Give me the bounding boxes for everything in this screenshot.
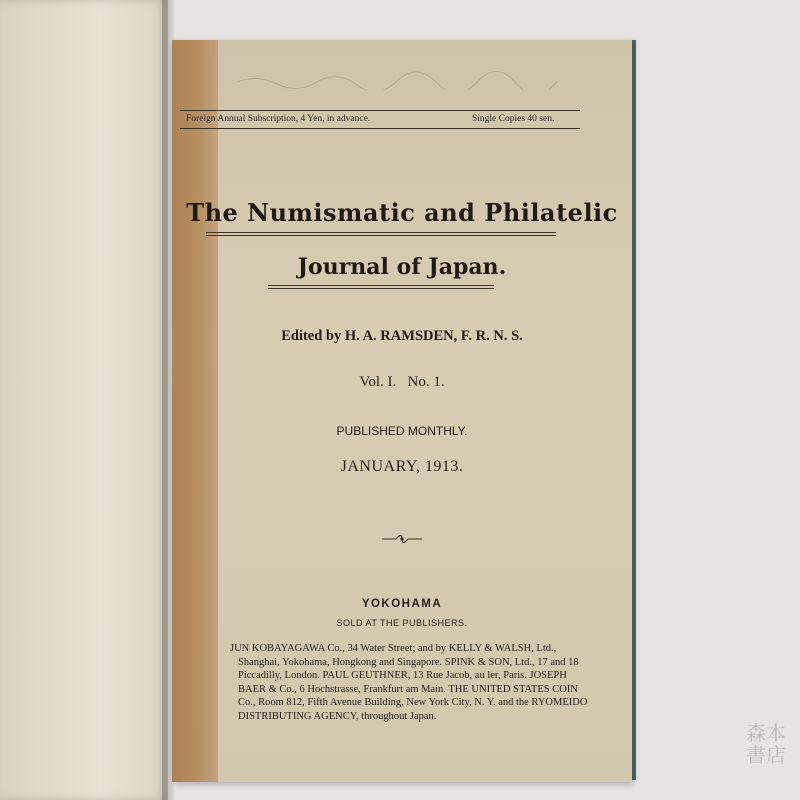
ornament-icon bbox=[380, 532, 424, 546]
imprint-line: BAER & Co., 6 Hochstrasse, Frankfurt am Main. THE UNITED STATES COIN bbox=[238, 683, 578, 695]
imprint-line: JUN KOBAYAGAWA Co., 34 Water Street; and by KELLY & WALSH, Ltd., bbox=[230, 643, 557, 654]
title-rule-4 bbox=[268, 288, 494, 289]
imprint-line: Co., Room 812, Fifth Avenue Building, New York City, N. Y. and the RYOMEIDO bbox=[238, 697, 588, 709]
title-rule-2 bbox=[206, 235, 556, 236]
header-rule-bottom bbox=[180, 128, 580, 129]
imprint-distributors bbox=[230, 642, 625, 724]
imprint-line: Shanghai, Yokohama, Hongkong and Singapore. SPINK & SON, Ltd., 17 and 18 bbox=[238, 656, 579, 668]
seller-watermark-logo: 森本 書店 bbox=[746, 721, 786, 767]
subscription-text: Foreign Annual Subscription, 4 Yen, in advance. bbox=[186, 114, 371, 124]
imprint-line: Piccadilly, London. PAUL GEUTHNER, 13 Rue Jacob, au ler, Paris. JOSEPH bbox=[238, 670, 567, 682]
binding-stain bbox=[172, 40, 218, 782]
left-flyleaf bbox=[0, 0, 168, 800]
title-rule-3 bbox=[268, 285, 494, 286]
published-monthly: PUBLISHED MONTHLY. bbox=[336, 424, 468, 438]
header-rule-top bbox=[180, 110, 580, 111]
pencil-scribble bbox=[232, 70, 592, 90]
journal-title-line2: Journal of Japan. bbox=[297, 254, 507, 280]
single-copies-text: Single Copies 40 sen. bbox=[472, 114, 555, 124]
imprint-city: YOKOHAMA bbox=[361, 598, 443, 610]
editor-line: Edited by H. A. RAMSDEN, F. R. N. S. bbox=[281, 328, 523, 344]
imprint-sold-at: SOLD AT THE PUBLISHERS. bbox=[336, 618, 468, 628]
title-rule-1 bbox=[206, 232, 556, 233]
issue-date: JANUARY, 1913. bbox=[340, 458, 464, 475]
title-page bbox=[172, 40, 632, 782]
imprint-line: DISTRIBUTING AGENCY, throughout Japan. bbox=[238, 710, 437, 722]
journal-title-line1: The Numismatic and Philatelic bbox=[186, 198, 618, 227]
volume-number: Vol. I. No. 1. bbox=[359, 374, 445, 390]
